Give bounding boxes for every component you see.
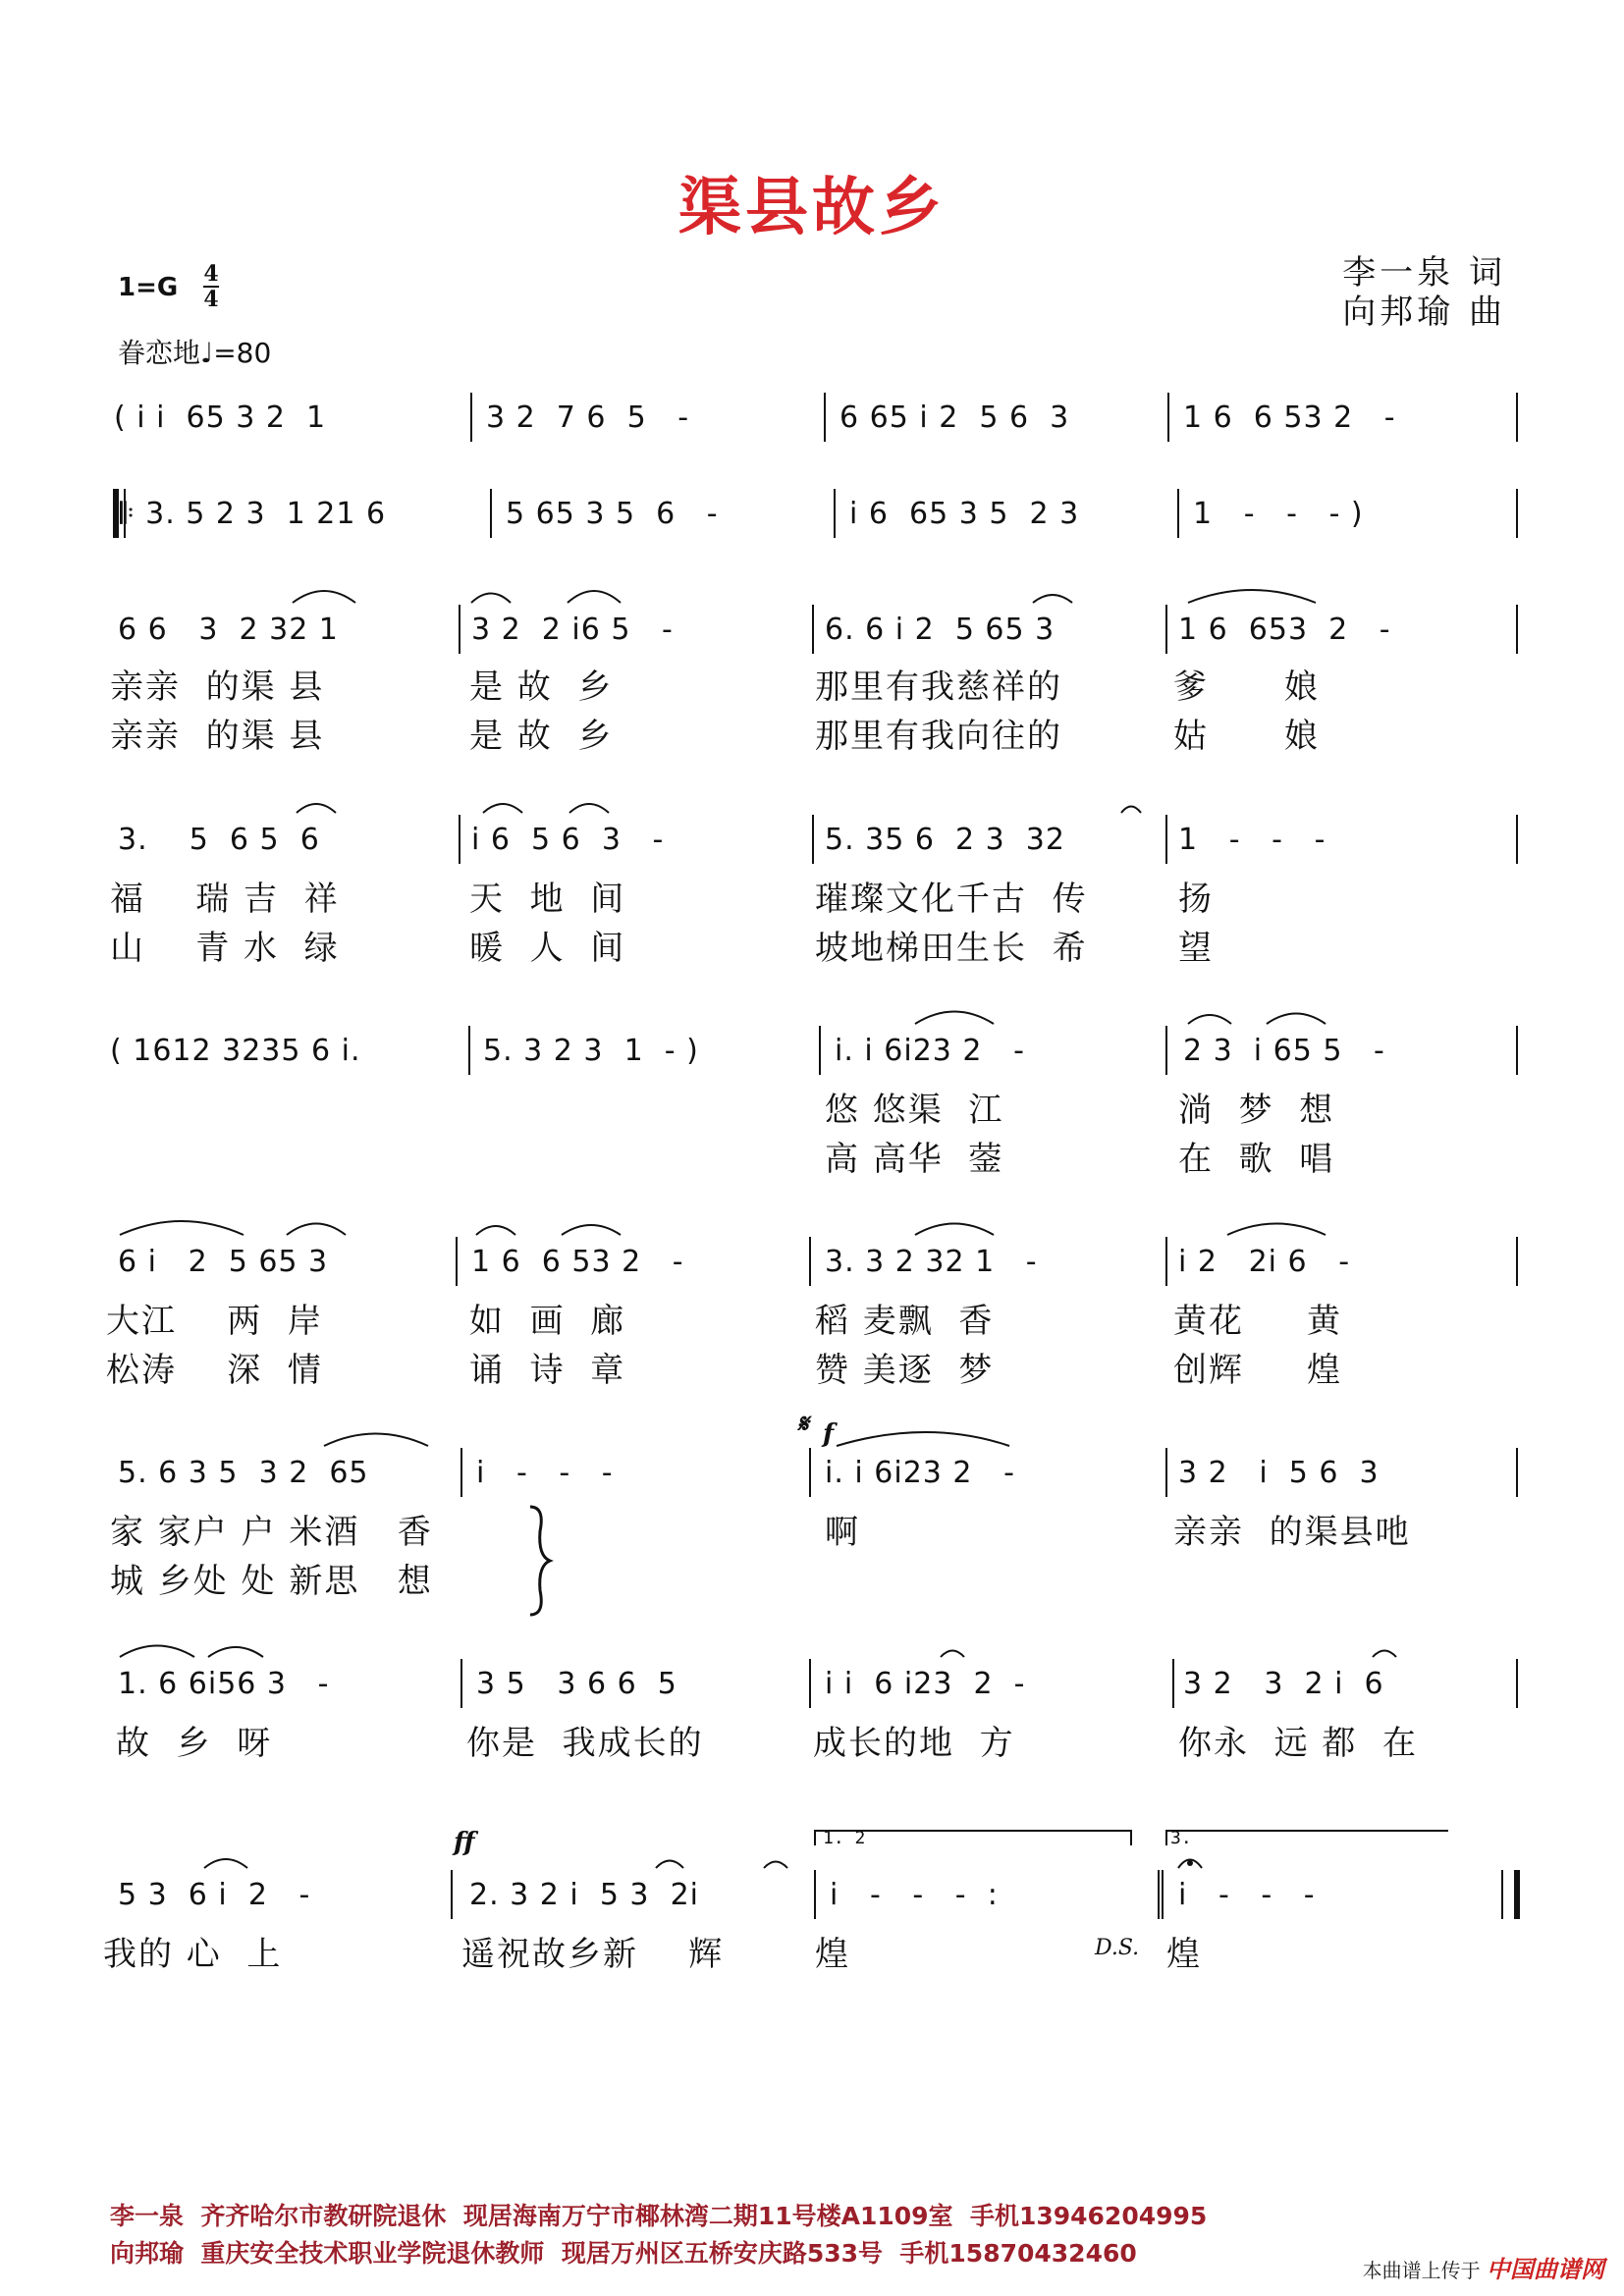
- row-3-lyric2-1: 山 青 水 绿: [110, 929, 340, 968]
- row-1-bar-3: i 6 65 3 5 2 3: [849, 497, 1080, 531]
- row-2-lyric2-1: 亲亲 的渠 县: [110, 717, 325, 756]
- row-2-bar-2: 3 2 2 i6 5 -: [471, 613, 674, 647]
- upload-prefix: 本曲谱上传于: [1362, 2259, 1481, 2282]
- row-5-lyric1-2: 如 画 廊: [469, 1302, 626, 1341]
- row-3-bar-1: 3. 5 6 5 6: [118, 823, 320, 857]
- row-7-lyric1-3: 成长的地 方: [813, 1724, 1015, 1763]
- row-7-bar-4: 3 2 3 2 i 6: [1183, 1667, 1384, 1701]
- song-title: 渠县故乡: [678, 172, 946, 244]
- tempo-marking: 眷恋地♩=80: [118, 337, 272, 369]
- row-6-bar-2: i - - -: [476, 1456, 614, 1490]
- row-3-lyric1-4: 扬: [1178, 880, 1214, 919]
- row-6-bar-1: 5. 6 3 5 3 2 65: [118, 1456, 369, 1490]
- composer-credit: 向邦瑜 曲: [1342, 293, 1506, 332]
- row-0-bar-1: ( i i 65 3 2 1: [114, 400, 327, 435]
- row-6-bar-3: i. i 6i23 2 -: [825, 1456, 1015, 1490]
- volta-third-label: 3.: [1170, 1828, 1192, 1848]
- row-5-lyric1-3: 稻 麦飘 香: [815, 1302, 995, 1341]
- ds-marking: D.S.: [1095, 1936, 1140, 1960]
- row-3-lyric2-2: 暖 人 间: [469, 929, 626, 968]
- row-7-lyric1-4: 你永 远 都 在: [1178, 1724, 1419, 1763]
- row-4-lyric1-3: 悠 悠渠 江: [825, 1091, 1004, 1130]
- row-4-lyric1-4: 淌 梦 想: [1178, 1091, 1335, 1130]
- row-3-bar-2: i 6 5 6 3 -: [471, 823, 665, 857]
- row-7-lyric1-2: 你是 我成长的: [466, 1724, 704, 1763]
- row-5-bar-2: 1 6 6 53 2 -: [471, 1245, 684, 1279]
- row-5-lyric2-1: 松涛 深 情: [106, 1351, 323, 1390]
- row-2-lyric2-4: 姑 娘: [1173, 717, 1320, 756]
- row-8-bar-4: i - - -: [1178, 1878, 1316, 1912]
- volta-brackets: [815, 1831, 1448, 1845]
- row-7-bar-2: 3 5 3 6 6 5: [476, 1667, 677, 1701]
- row-0-bar-3: 6 65 i 2 5 6 3: [839, 400, 1070, 435]
- footer-composer-info: 向邦瑜 重庆安全技术职业学院退休教师 现居万州区五桥安庆路533号 手机15870432460: [110, 2239, 1137, 2268]
- row-5-lyric2-3: 赞 美逐 梦: [815, 1351, 995, 1390]
- row-8-lyric1-4: 煌: [1166, 1935, 1202, 1974]
- time-bottom: 4: [203, 287, 219, 312]
- row-5-lyric2-4: 创辉 煌: [1173, 1351, 1343, 1390]
- row-2-lyric1-2: 是 故 乡: [469, 667, 614, 707]
- row-7-bar-3: i i 6 i23 2 -: [825, 1667, 1026, 1701]
- row-2-lyric1-4: 爹 娘: [1173, 667, 1320, 707]
- row-4-bar-2: 5. 3 2 3 1 - ): [483, 1034, 699, 1068]
- time-top: 4: [203, 261, 219, 287]
- row-3-bar-3: 5. 35 6 2 3 32: [825, 823, 1065, 857]
- site-brand-logo[interactable]: 中国曲谱网: [1487, 2256, 1604, 2283]
- row-6-lyric1-1: 家 家户 户 米酒 香: [110, 1513, 433, 1552]
- time-signature: [201, 263, 221, 310]
- volta-first-label: 1. 2: [823, 1828, 866, 1848]
- row-5-bar-1: 6 i 2 5 65 3: [118, 1245, 329, 1279]
- row-0-bar-2: 3 2 7 6 5 -: [486, 400, 690, 435]
- row-8-lyric1-1: 我的 心 上: [103, 1935, 283, 1974]
- row-6-bar-4: 3 2 i 5 6 3: [1178, 1456, 1380, 1490]
- lyricist-credit: 李一泉 词: [1342, 253, 1506, 293]
- row-5-lyric2-2: 诵 诗 章: [469, 1351, 626, 1390]
- row-2-bar-3: 6. 6 i 2 5 65 3: [825, 613, 1056, 647]
- row-5-lyric1-4: 黄花 黄: [1173, 1302, 1343, 1341]
- row-8-bar-2: 2. 3 2 i 5 3 2i: [469, 1878, 700, 1912]
- row-3-lyric1-3: 璀璨文化千古 传: [815, 880, 1088, 919]
- row-6-lyric1-4: 亲亲 的渠县吔: [1173, 1513, 1411, 1552]
- row-6-lyric2-1: 城 乡处 处 新思 想: [110, 1562, 433, 1601]
- row-3-lyric2-4: 望: [1178, 929, 1214, 968]
- footer-lyricist-info: 李一泉 齐齐哈尔市教研院退休 现居海南万宁市椰林湾二期11号楼A1109室 手机13946204995: [110, 2202, 1208, 2230]
- row-4-bar-4: 2 3 i 65 5 -: [1183, 1034, 1385, 1068]
- row-4-lyric2-4: 在 歌 唱: [1178, 1140, 1335, 1179]
- row-2-bar-4: 1 6 653 2 -: [1178, 613, 1391, 647]
- row-7-lyric1-1: 故 乡 呀: [116, 1724, 273, 1763]
- row-8-lyric1-3: 煌: [815, 1935, 850, 1974]
- row-3-lyric2-3: 坡地梯田生长 希: [815, 929, 1088, 968]
- row-7-bar-1: 1. 6 6i56 3 -: [118, 1667, 330, 1701]
- row-1-bar-2: 5 65 3 5 6 -: [506, 497, 719, 531]
- lyric-brace: [530, 1507, 550, 1615]
- row-2-lyric1-3: 那里有我慈祥的: [815, 667, 1062, 707]
- fermata: [1178, 1860, 1202, 1869]
- dynamic-f: f: [823, 1419, 835, 1449]
- row-4-bar-1: ( 1612 3235 6 i.: [110, 1034, 361, 1068]
- row-2-lyric2-3: 那里有我向往的: [815, 717, 1062, 756]
- row-3-lyric1-1: 福 瑞 吉 祥: [110, 880, 340, 919]
- row-4-lyric2-3: 高 高华 蓥: [825, 1140, 1004, 1179]
- row-0-bar-4: 1 6 6 53 2 -: [1183, 400, 1396, 435]
- row-3-bar-4: 1 - - -: [1178, 823, 1326, 857]
- row-8-bar-1: 5 3 6 i 2 -: [118, 1878, 311, 1912]
- key-signature: 1=G: [118, 273, 179, 302]
- row-5-bar-4: i 2 2i 6 -: [1178, 1245, 1351, 1279]
- row-1-bar-1: 𝄆 3. 5 2 3 1 21 6: [120, 497, 387, 531]
- segno-mark: 𝄋: [797, 1410, 809, 1439]
- row-6-lyric1-3: 啊: [825, 1513, 860, 1552]
- row-1-bar-4: 1 - - - ): [1193, 497, 1364, 531]
- row-8-bar-3: i - - - :: [830, 1878, 999, 1912]
- row-2-lyric1-1: 亲亲 的渠 县: [110, 667, 325, 707]
- row-5-bar-3: 3. 3 2 32 1 -: [825, 1245, 1038, 1279]
- row-2-bar-1: 6 6 3 2 32 1: [118, 613, 339, 647]
- upload-credit: [1363, 2250, 1604, 2284]
- row-3-lyric1-2: 天 地 间: [469, 880, 626, 919]
- row-4-bar-3: i. i 6i23 2 -: [835, 1034, 1025, 1068]
- dynamic-ff: ff: [454, 1828, 475, 1857]
- row-8-lyric1-2: 遥祝故乡新 辉: [461, 1935, 725, 1974]
- row-2-lyric2-2: 是 故 乡: [469, 717, 614, 756]
- row-5-lyric1-1: 大江 两 岸: [106, 1302, 323, 1341]
